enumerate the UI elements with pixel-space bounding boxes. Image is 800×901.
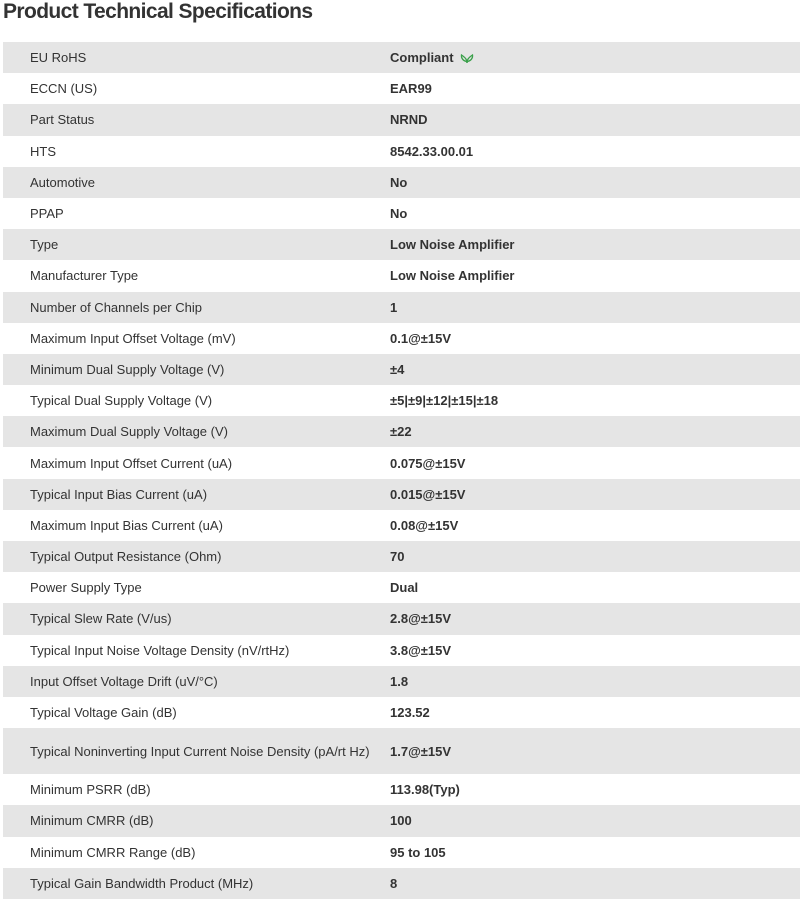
spec-value: 0.1@±15V	[390, 330, 452, 346]
spec-value: 1.8	[390, 673, 409, 689]
spec-value: 70	[390, 549, 405, 565]
spec-label: HTS	[30, 143, 56, 159]
spec-value: 2.8@±15V	[390, 611, 452, 627]
spec-row	[3, 323, 800, 354]
spec-row	[3, 198, 800, 229]
spec-value: EAR99	[390, 81, 432, 97]
spec-value: 8	[390, 875, 398, 891]
spec-row	[3, 354, 800, 385]
spec-value	[390, 50, 800, 65]
spec-value: 95 to 105	[390, 844, 446, 860]
spec-label: Typical Slew Rate (V/us)	[30, 611, 172, 627]
spec-label: Typical Voltage Gain (dB)	[30, 705, 177, 721]
spec-row	[3, 635, 800, 666]
spec-row	[3, 229, 800, 260]
spec-value: Low Noise Amplifier	[390, 268, 515, 284]
spec-label: Maximum Input Offset Voltage (mV)	[30, 330, 236, 346]
spec-value: 0.075@±15V	[390, 455, 466, 471]
spec-value: 0.015@±15V	[390, 486, 466, 502]
spec-value: ±4	[390, 361, 405, 377]
spec-label: Typical Gain Bandwidth Product (MHz)	[30, 875, 254, 891]
spec-row	[3, 805, 800, 836]
spec-row	[3, 510, 800, 541]
spec-row	[3, 42, 800, 73]
spec-label: Input Offset Voltage Drift (uV/°C)	[30, 673, 218, 689]
spec-row	[3, 73, 800, 104]
spec-row	[3, 292, 800, 323]
spec-value: 123.52	[390, 705, 430, 721]
spec-row	[3, 136, 800, 167]
spec-row	[3, 666, 800, 697]
page-title: Product Technical Specifications	[3, 0, 313, 23]
spec-row	[3, 868, 800, 899]
spec-label: Minimum Dual Supply Voltage (V)	[30, 361, 225, 377]
spec-value: ±5|±9|±12|±15|±18	[390, 393, 499, 409]
spec-value: 0.08@±15V	[390, 517, 459, 533]
spec-value: 1	[390, 299, 398, 315]
spec-row	[3, 603, 800, 634]
spec-value: 113.98(Typ)	[390, 782, 460, 798]
spec-value: 8542.33.00.01	[390, 143, 474, 159]
spec-row	[3, 541, 800, 572]
spec-label: Manufacturer Type	[30, 268, 139, 284]
spec-label: Maximum Dual Supply Voltage (V)	[30, 424, 228, 440]
spec-label: Typical Dual Supply Voltage (V)	[30, 393, 213, 409]
spec-value: 3.8@±15V	[390, 642, 452, 658]
spec-value: Dual	[390, 580, 419, 596]
spec-label: Typical Output Resistance (Ohm)	[30, 549, 222, 565]
spec-label: Minimum PSRR (dB)	[30, 782, 151, 798]
spec-label: Type	[30, 237, 59, 253]
leaf-icon	[460, 52, 474, 64]
spec-label: Maximum Input Bias Current (uA)	[30, 517, 223, 533]
spec-value-text: Compliant	[390, 50, 454, 66]
spec-label: Automotive	[30, 174, 96, 190]
spec-label: Minimum CMRR Range (dB)	[30, 844, 196, 860]
spec-value: No	[390, 206, 408, 222]
spec-label: PPAP	[30, 206, 64, 222]
spec-label: EU RoHS	[30, 50, 87, 66]
spec-label: Part Status	[30, 112, 95, 128]
spec-row	[3, 774, 800, 805]
spec-row	[3, 479, 800, 510]
spec-value: No	[390, 174, 408, 190]
spec-label: Number of Channels per Chip	[30, 299, 202, 315]
spec-label: Typical Input Noise Voltage Density (nV/rtHz)	[30, 642, 290, 658]
spec-row	[3, 167, 800, 198]
spec-label: Power Supply Type	[30, 580, 142, 596]
spec-row	[3, 416, 800, 447]
spec-label: Maximum Input Offset Current (uA)	[30, 455, 233, 471]
spec-row	[3, 447, 800, 478]
spec-table	[3, 42, 800, 899]
spec-label: ECCN (US)	[30, 81, 98, 97]
spec-row	[3, 728, 800, 774]
spec-label: Typical Input Bias Current (uA)	[30, 486, 208, 502]
spec-row	[3, 385, 800, 416]
spec-value: ±22	[390, 424, 412, 440]
spec-value: Low Noise Amplifier	[390, 237, 515, 253]
spec-row	[3, 260, 800, 291]
spec-row	[3, 837, 800, 868]
spec-row	[3, 572, 800, 603]
spec-row	[3, 697, 800, 728]
spec-label: Typical Noninverting Input Current Noise Density (pA/rt Hz)	[30, 743, 370, 759]
spec-label: Minimum CMRR (dB)	[30, 813, 154, 829]
spec-row	[3, 104, 800, 135]
spec-value: NRND	[390, 112, 428, 128]
spec-value: 100	[390, 813, 412, 829]
spec-value: 1.7@±15V	[390, 743, 452, 759]
